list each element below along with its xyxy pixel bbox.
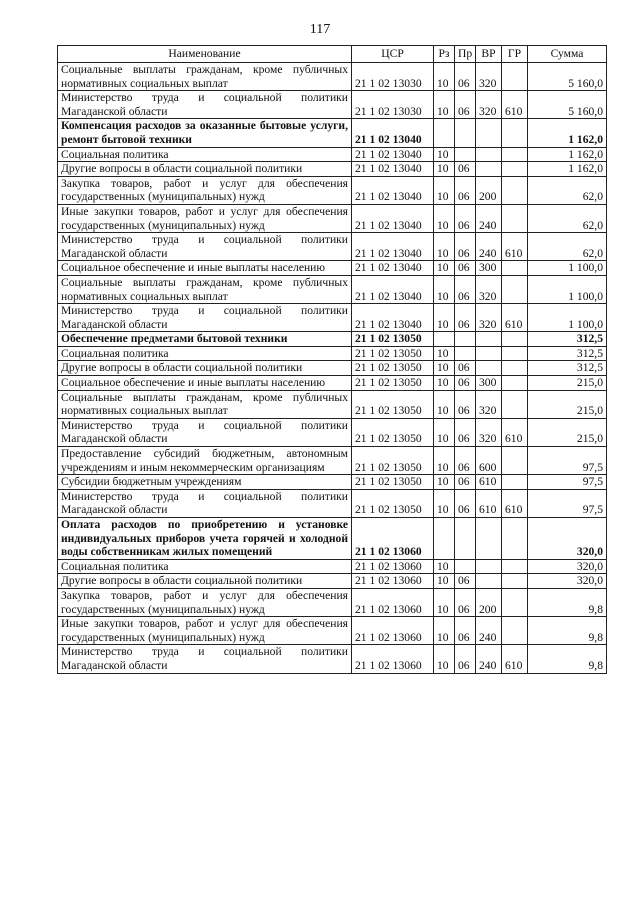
cell-vr: 320 <box>476 275 502 303</box>
cell-name: Иные закупки товаров, работ и услуг для обеспечения государственных (муниципальных) нужд <box>58 617 352 645</box>
cell-csr: 21 1 02 13050 <box>352 346 434 361</box>
cell-name: Оплата расходов по приобретению и установке индивидуальных приборов учета горячей и холодной воды собственникам жилых помещений <box>58 518 352 560</box>
cell-csr: 21 1 02 13060 <box>352 574 434 589</box>
table-row <box>58 645 607 673</box>
cell-sum: 215,0 <box>528 390 607 418</box>
table-row <box>58 617 607 645</box>
cell-rz: 10 <box>434 559 455 574</box>
cell-gr <box>502 376 528 391</box>
cell-sum: 215,0 <box>528 376 607 391</box>
cell-pr: 06 <box>455 376 476 391</box>
cell-vr: 610 <box>476 489 502 517</box>
cell-vr: 240 <box>476 204 502 232</box>
cell-pr: 06 <box>455 361 476 376</box>
cell-gr <box>502 588 528 616</box>
cell-rz: 10 <box>434 304 455 332</box>
cell-gr <box>502 176 528 204</box>
cell-name: Социальное обеспечение и иные выплаты населению <box>58 261 352 276</box>
table-row <box>58 475 607 490</box>
cell-name: Компенсация расходов за оказанные бытовые услуги, ремонт бытовой техники <box>58 119 352 147</box>
cell-vr <box>476 361 502 376</box>
cell-rz: 10 <box>434 261 455 276</box>
cell-gr <box>502 147 528 162</box>
cell-name: Социальное обеспечение и иные выплаты населению <box>58 376 352 391</box>
table-row <box>58 63 607 91</box>
table-header-row <box>58 46 607 63</box>
cell-name: Социальная политика <box>58 147 352 162</box>
cell-csr: 21 1 02 13040 <box>352 162 434 177</box>
cell-pr <box>455 119 476 147</box>
table-row <box>58 304 607 332</box>
cell-vr: 320 <box>476 418 502 446</box>
cell-rz: 10 <box>434 645 455 673</box>
cell-csr: 21 1 02 13060 <box>352 588 434 616</box>
cell-name: Предоставление субсидий бюджетным, автономным учреждениям и иным некоммерческим организациям <box>58 447 352 475</box>
cell-name: Субсидии бюджетным учреждениям <box>58 475 352 490</box>
cell-csr: 21 1 02 13050 <box>352 475 434 490</box>
table-row <box>58 559 607 574</box>
cell-gr <box>502 559 528 574</box>
cell-gr <box>502 261 528 276</box>
cell-gr <box>502 574 528 589</box>
cell-sum: 1 100,0 <box>528 304 607 332</box>
cell-pr: 06 <box>455 275 476 303</box>
cell-pr: 06 <box>455 261 476 276</box>
header-rz: Рз <box>434 46 455 63</box>
table-row <box>58 176 607 204</box>
cell-sum: 320,0 <box>528 559 607 574</box>
cell-name: Социальная политика <box>58 559 352 574</box>
table-row <box>58 361 607 376</box>
cell-vr <box>476 119 502 147</box>
cell-pr: 06 <box>455 204 476 232</box>
cell-pr: 06 <box>455 91 476 119</box>
cell-rz: 10 <box>434 147 455 162</box>
cell-vr: 300 <box>476 376 502 391</box>
cell-name: Другие вопросы в области социальной политики <box>58 162 352 177</box>
cell-sum: 9,8 <box>528 645 607 673</box>
cell-pr <box>455 518 476 560</box>
cell-rz <box>434 332 455 347</box>
cell-vr: 320 <box>476 304 502 332</box>
cell-pr <box>455 147 476 162</box>
table-row <box>58 447 607 475</box>
cell-csr: 21 1 02 13040 <box>352 204 434 232</box>
cell-sum: 62,0 <box>528 233 607 261</box>
table-row <box>58 119 607 147</box>
cell-gr: 610 <box>502 489 528 517</box>
cell-gr <box>502 390 528 418</box>
table-row <box>58 91 607 119</box>
cell-rz: 10 <box>434 346 455 361</box>
cell-name: Министерство труда и социальной политики Магаданской области <box>58 645 352 673</box>
cell-rz: 10 <box>434 574 455 589</box>
cell-gr: 610 <box>502 418 528 446</box>
page-number: 117 <box>309 22 331 37</box>
cell-pr: 06 <box>455 390 476 418</box>
cell-sum: 97,5 <box>528 475 607 490</box>
cell-csr: 21 1 02 13040 <box>352 261 434 276</box>
budget-table <box>57 45 607 674</box>
cell-rz: 10 <box>434 376 455 391</box>
cell-name: Другие вопросы в области социальной политики <box>58 361 352 376</box>
cell-name: Обеспечение предметами бытовой техники <box>58 332 352 347</box>
cell-vr: 240 <box>476 617 502 645</box>
cell-rz: 10 <box>434 361 455 376</box>
cell-gr <box>502 346 528 361</box>
cell-rz: 10 <box>434 447 455 475</box>
cell-sum: 62,0 <box>528 176 607 204</box>
header-pr: Пр <box>455 46 476 63</box>
cell-gr <box>502 475 528 490</box>
cell-rz: 10 <box>434 204 455 232</box>
cell-vr <box>476 518 502 560</box>
cell-sum: 9,8 <box>528 588 607 616</box>
cell-rz: 10 <box>434 418 455 446</box>
cell-rz: 10 <box>434 617 455 645</box>
cell-rz: 10 <box>434 475 455 490</box>
cell-pr: 06 <box>455 304 476 332</box>
cell-rz: 10 <box>434 91 455 119</box>
cell-pr: 06 <box>455 574 476 589</box>
cell-csr: 21 1 02 13030 <box>352 91 434 119</box>
cell-sum: 5 160,0 <box>528 91 607 119</box>
cell-name: Социальные выплаты гражданам, кроме публичных нормативных социальных выплат <box>58 390 352 418</box>
cell-sum: 1 100,0 <box>528 261 607 276</box>
table-row <box>58 346 607 361</box>
cell-gr <box>502 119 528 147</box>
cell-csr: 21 1 02 13060 <box>352 559 434 574</box>
cell-pr: 06 <box>455 489 476 517</box>
cell-rz: 10 <box>434 63 455 91</box>
cell-vr: 600 <box>476 447 502 475</box>
cell-name: Другие вопросы в области социальной политики <box>58 574 352 589</box>
table-row <box>58 275 607 303</box>
cell-rz: 10 <box>434 176 455 204</box>
cell-vr <box>476 559 502 574</box>
cell-csr: 21 1 02 13060 <box>352 518 434 560</box>
table-row <box>58 147 607 162</box>
cell-vr <box>476 147 502 162</box>
cell-rz: 10 <box>434 275 455 303</box>
cell-vr: 240 <box>476 233 502 261</box>
cell-gr <box>502 617 528 645</box>
cell-gr <box>502 447 528 475</box>
table-row <box>58 390 607 418</box>
cell-sum: 312,5 <box>528 346 607 361</box>
cell-gr <box>502 518 528 560</box>
cell-rz: 10 <box>434 489 455 517</box>
cell-sum: 1 162,0 <box>528 147 607 162</box>
cell-csr: 21 1 02 13040 <box>352 147 434 162</box>
cell-pr: 06 <box>455 233 476 261</box>
cell-csr: 21 1 02 13040 <box>352 233 434 261</box>
cell-sum: 312,5 <box>528 332 607 347</box>
cell-vr: 610 <box>476 475 502 490</box>
cell-gr: 610 <box>502 645 528 673</box>
cell-pr <box>455 332 476 347</box>
table-row <box>58 418 607 446</box>
cell-name: Министерство труда и социальной политики Магаданской области <box>58 91 352 119</box>
cell-vr: 200 <box>476 588 502 616</box>
cell-sum: 97,5 <box>528 447 607 475</box>
cell-csr: 21 1 02 13050 <box>352 390 434 418</box>
cell-pr: 06 <box>455 617 476 645</box>
cell-sum: 9,8 <box>528 617 607 645</box>
header-name: Наименование <box>58 46 352 63</box>
cell-gr <box>502 275 528 303</box>
cell-name: Министерство труда и социальной политики Магаданской области <box>58 418 352 446</box>
table-row <box>58 162 607 177</box>
cell-rz <box>434 518 455 560</box>
cell-sum: 5 160,0 <box>528 63 607 91</box>
cell-sum: 312,5 <box>528 361 607 376</box>
cell-pr <box>455 559 476 574</box>
header-csr: ЦСР <box>352 46 434 63</box>
cell-vr: 240 <box>476 645 502 673</box>
cell-gr <box>502 162 528 177</box>
cell-csr: 21 1 02 13050 <box>352 418 434 446</box>
cell-pr: 06 <box>455 418 476 446</box>
cell-gr: 610 <box>502 91 528 119</box>
cell-rz: 10 <box>434 588 455 616</box>
cell-csr: 21 1 02 13030 <box>352 63 434 91</box>
cell-vr: 200 <box>476 176 502 204</box>
table-row <box>58 489 607 517</box>
header-vr: ВР <box>476 46 502 63</box>
table-row <box>58 574 607 589</box>
cell-name: Иные закупки товаров, работ и услуг для обеспечения государственных (муниципальных) нужд <box>58 204 352 232</box>
cell-vr: 320 <box>476 63 502 91</box>
table-row <box>58 588 607 616</box>
cell-gr <box>502 361 528 376</box>
cell-vr <box>476 332 502 347</box>
cell-sum: 97,5 <box>528 489 607 517</box>
cell-sum: 1 100,0 <box>528 275 607 303</box>
cell-csr: 21 1 02 13040 <box>352 304 434 332</box>
cell-rz: 10 <box>434 233 455 261</box>
cell-sum: 1 162,0 <box>528 162 607 177</box>
table-row <box>58 376 607 391</box>
cell-vr: 320 <box>476 390 502 418</box>
cell-csr: 21 1 02 13060 <box>352 617 434 645</box>
cell-pr <box>455 346 476 361</box>
cell-sum: 215,0 <box>528 418 607 446</box>
table-row <box>58 518 607 560</box>
cell-name: Министерство труда и социальной политики Магаданской области <box>58 489 352 517</box>
cell-csr: 21 1 02 13040 <box>352 119 434 147</box>
cell-vr <box>476 162 502 177</box>
cell-sum: 1 162,0 <box>528 119 607 147</box>
cell-csr: 21 1 02 13060 <box>352 645 434 673</box>
cell-pr: 06 <box>455 588 476 616</box>
cell-rz <box>434 119 455 147</box>
cell-name: Министерство труда и социальной политики Магаданской области <box>58 233 352 261</box>
cell-rz: 10 <box>434 390 455 418</box>
header-sum: Сумма <box>528 46 607 63</box>
cell-gr: 610 <box>502 233 528 261</box>
cell-csr: 21 1 02 13050 <box>352 332 434 347</box>
cell-name: Социальные выплаты гражданам, кроме публичных нормативных социальных выплат <box>58 275 352 303</box>
cell-name: Министерство труда и социальной политики Магаданской области <box>58 304 352 332</box>
table-row <box>58 204 607 232</box>
cell-csr: 21 1 02 13050 <box>352 376 434 391</box>
cell-vr <box>476 346 502 361</box>
cell-pr: 06 <box>455 475 476 490</box>
cell-csr: 21 1 02 13040 <box>352 176 434 204</box>
cell-sum: 62,0 <box>528 204 607 232</box>
cell-pr: 06 <box>455 162 476 177</box>
cell-csr: 21 1 02 13050 <box>352 447 434 475</box>
cell-sum: 320,0 <box>528 518 607 560</box>
cell-pr: 06 <box>455 645 476 673</box>
cell-gr <box>502 332 528 347</box>
cell-gr <box>502 63 528 91</box>
cell-sum: 320,0 <box>528 574 607 589</box>
cell-gr: 610 <box>502 304 528 332</box>
cell-pr: 06 <box>455 176 476 204</box>
cell-rz: 10 <box>434 162 455 177</box>
cell-vr: 320 <box>476 91 502 119</box>
cell-name: Закупка товаров, работ и услуг для обеспечения государственных (муниципальных) нужд <box>58 176 352 204</box>
cell-csr: 21 1 02 13040 <box>352 275 434 303</box>
header-gr: ГР <box>502 46 528 63</box>
cell-pr: 06 <box>455 447 476 475</box>
cell-csr: 21 1 02 13050 <box>352 361 434 376</box>
table-row <box>58 233 607 261</box>
cell-pr: 06 <box>455 63 476 91</box>
table-row <box>58 332 607 347</box>
cell-csr: 21 1 02 13050 <box>352 489 434 517</box>
cell-vr <box>476 574 502 589</box>
cell-name: Социальная политика <box>58 346 352 361</box>
cell-name: Социальные выплаты гражданам, кроме публичных нормативных социальных выплат <box>58 63 352 91</box>
cell-gr <box>502 204 528 232</box>
cell-name: Закупка товаров, работ и услуг для обеспечения государственных (муниципальных) нужд <box>58 588 352 616</box>
cell-vr: 300 <box>476 261 502 276</box>
table-row <box>58 261 607 276</box>
